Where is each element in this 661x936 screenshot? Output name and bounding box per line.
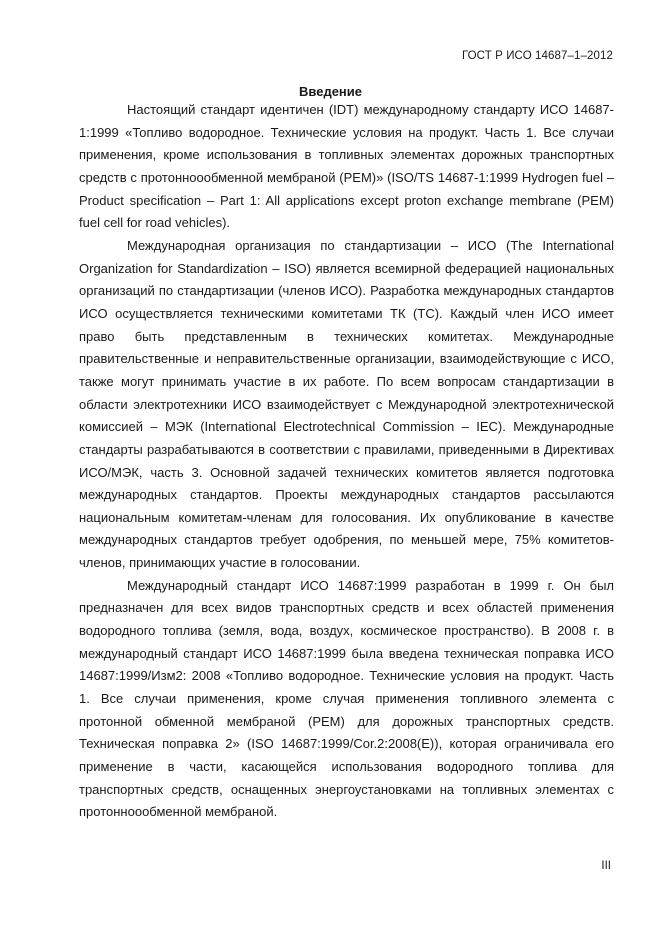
page-number: III <box>601 860 611 872</box>
paragraph-1: Настоящий стандарт идентичен (IDT) международному стандарту ИСО 14687-1:1999 «Топливо водородное. Технические условия на продукт. Часть 1. Все случаи применения, кроме использования в топливных элементах дорожных транспортных средств с протонноообменной мембраной (PEM)» (ISO/TS 14687-1:1999 Hydrogen fuel – Product specification – Part 1: All applications except proton exchange membrane (PEM) fuel cell for road vehicles). <box>79 102 614 231</box>
paragraph-2: Международная организация по стандартизации – ИСО (The International Organization for Standardization – ISO) является всемирной федерацией национальных организаций по стандартизации (членов ИСО). Разработка международных стандартов ИСО осуществляется техническими комитетами ТК (ТС). Каждый член ИСО имеет право быть представленным в технических комитетах. Международные правительственные и неправительственные организации, взаимодействующие с ИСО, также могут принимать участие в их работе. По всем вопросам стандартизации в области электротехники ИСО взаимодействует с Международной электротехнической комиссией – МЭК (International Electrotechnical Commission – IEC). Международные стандарты разрабатываются в соответствии с правилами, приведенными в Директивах ИСО/МЭК, часть 3. Основной задачей технических комитетов является подготовка международных стандартов. Проекты международных стандартов рассылаются национальным комитетам-членам для голосования. Их опубликование в качестве международных стандартов требует одобрения, по меньшей мере, 75% комитетов-членов, принимающих участие в голосовании. <box>79 237 614 571</box>
standard-id-header: ГОСТ Р ИСО 14687–1–2012 <box>461 50 613 62</box>
paragraph-3: Международный стандарт ИСО 14687:1999 разработан в 1999 г. Он был предназначен для всех видов транспортных средств и всех областей применения водородного топлива (земля, вода, воздух, космическое пространство). В 2008 г. в международный стандарт ИСО 14687:1999 была введена техническая поправка ИСО 14687:1999/Изм2: 2008 «Топливо водородное. Технические условия на продукт. Часть 1. Все случаи применения, кроме случая применения топливного элемента с протонной обменной мембраной (PEM) для дорожных транспортных средств. Техническая поправка 2» (ISO 14687:1999/Cor.2:2008(E)), которая ограничивала его применение в части, касающейся использования водородного топлива для транспортных средств, оснащенных энергоустановками на топливных элементах с протонноообменной мембраной. <box>79 577 614 820</box>
section-title: Введение <box>299 84 362 99</box>
document-body <box>79 99 614 824</box>
